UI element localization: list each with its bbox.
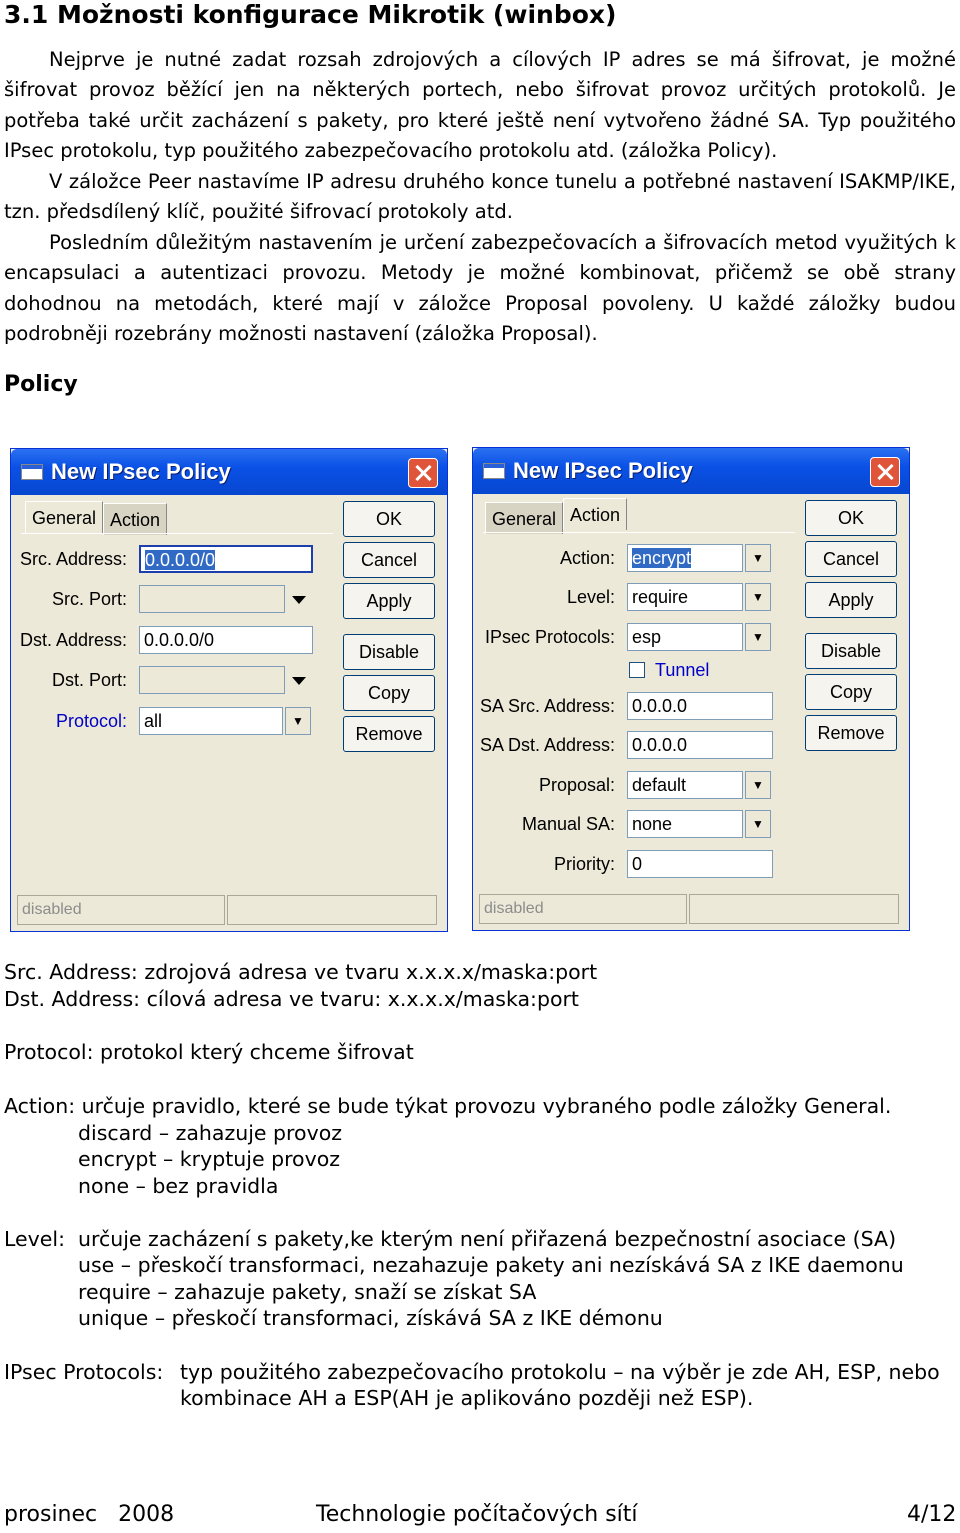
intro-paragraph-2: V záložce Peer nastavíme IP adresu druhého konce tunelu a potřebné nastavení ISAKMP/IKE, tzn. předsdílený klíč, použité šifrovací protokoly atd.: [4, 170, 956, 224]
level-description: určuje zacházení s pakety,ke kterým není přiřazená bezpečnostní asociace (SA): [78, 1227, 897, 1251]
intro-paragraph-1: Nejprve je nutné zadat rozsah zdrojových a cílových IP adres se má šifrovat, je možné šifrovat provoz běžící jen na některých portech, nebo šifrovat provoz určitých protokolů. Je potřeba také určit zacházení s pakety, pro které ještě není vytvořeno žádné SA. Typ použitého IPsec protokolu, typ použitého zabezpečovacího protokolu atd. (záložka Policy).: [4, 48, 956, 163]
ipsec-protocols-description-2: kombinace AH a ESP(AH je aplikováno později než ESP).: [180, 1386, 754, 1410]
protocol-dropdown-button[interactable]: ▼: [285, 707, 311, 735]
action-label: Action:: [559, 548, 615, 568]
ipsec-policy-window-action: [472, 447, 910, 931]
cancel-button[interactable]: Cancel: [805, 541, 897, 577]
footer-page-number: 4/12: [907, 1502, 957, 1527]
action-dropdown-button[interactable]: ▼: [745, 544, 771, 572]
ipsec-protocols-description-1: typ použitého zabezpečovacího protokolu – na výběr je zde AH, ESP, nebo: [180, 1360, 940, 1384]
remove-button[interactable]: Remove: [805, 715, 897, 751]
copy-button[interactable]: Copy: [805, 674, 897, 710]
level-item-use: use – přeskočí transformaci, nezahazuje pakety ani nezískává SA z IKE daemonu: [78, 1253, 904, 1277]
level-label: Level:: [566, 587, 615, 607]
cancel-button[interactable]: Cancel: [343, 542, 435, 578]
tab-action[interactable]: Action: [563, 498, 627, 530]
status-bar-right: [689, 894, 899, 924]
ok-button[interactable]: OK: [343, 501, 435, 537]
tab-panel: [483, 532, 795, 533]
tunnel-label: Tunnel: [655, 660, 710, 680]
level-item-require: require – zahazuje pakety, snaží se získat SA: [78, 1280, 537, 1304]
ok-button[interactable]: OK: [805, 500, 897, 536]
window-icon: [21, 464, 43, 480]
ipsec-protocols-field[interactable]: esp: [627, 623, 743, 651]
footer-course: Technologie počítačových sítí: [316, 1502, 638, 1527]
window-title: New IPsec Policy: [513, 458, 693, 483]
window-icon: [483, 463, 505, 479]
src-address-label: Src. Address:: [19, 549, 127, 569]
window-titlebar: [473, 448, 909, 494]
level-dropdown-button[interactable]: ▼: [745, 583, 771, 611]
sa-src-address-field[interactable]: 0.0.0.0: [627, 692, 773, 720]
disable-button[interactable]: Disable: [343, 634, 435, 670]
tab-action[interactable]: Action: [103, 503, 167, 535]
manual-sa-dropdown-button[interactable]: ▼: [745, 810, 771, 838]
tab-general[interactable]: General: [25, 501, 103, 533]
chevron-down-icon[interactable]: [292, 596, 306, 604]
protocol-description: Protocol: protokol který chceme šifrovat: [4, 1040, 414, 1064]
proposal-field[interactable]: default: [627, 771, 743, 799]
level-field[interactable]: require: [627, 583, 743, 611]
protocol-label: Protocol:: [55, 711, 127, 731]
tunnel-checkbox[interactable]: [629, 662, 645, 678]
action-item-encrypt: encrypt – kryptuje provoz: [78, 1147, 341, 1171]
ipsec-policy-window-general: [10, 448, 448, 932]
protocol-field[interactable]: all: [139, 707, 283, 735]
chevron-down-icon[interactable]: [292, 677, 306, 685]
copy-button[interactable]: Copy: [343, 675, 435, 711]
status-bar-right: [227, 895, 437, 925]
dst-address-field[interactable]: 0.0.0.0/0: [139, 626, 313, 654]
remove-button[interactable]: Remove: [343, 716, 435, 752]
dst-port-label: Dst. Port:: [51, 670, 127, 690]
policy-subheading: Policy: [4, 372, 78, 397]
proposal-dropdown-button[interactable]: ▼: [745, 771, 771, 799]
intro-paragraph-3: Posledním důležitým nastavením je určení zabezpečovacích a šifrovacích metod využitých k encapsulaci a autentizaci provozu. Metody je možné kombinovat, přičemž se obě strany dohodnou na metodách, které mají v záložce Proposal povoleny. U každé záložky budou podrobněji rozebrány možnosti nastavení (záložka Proposal).: [4, 231, 956, 346]
priority-label: Priority:: [553, 854, 615, 874]
src-port-field[interactable]: [139, 585, 285, 613]
priority-field[interactable]: 0: [627, 850, 773, 878]
window-titlebar: [11, 449, 447, 495]
section-heading: 3.1 Možnosti konfigurace Mikrotik (winbox): [4, 0, 617, 29]
src-port-label: Src. Port:: [51, 589, 127, 609]
ipsec-protocols-label: IPsec Protocols:: [484, 627, 615, 647]
sa-dst-address-field[interactable]: 0.0.0.0: [627, 731, 773, 759]
dst-port-field[interactable]: [139, 666, 285, 694]
close-icon[interactable]: [408, 458, 438, 488]
manual-sa-field[interactable]: none: [627, 810, 743, 838]
action-field[interactable]: encrypt: [627, 544, 743, 572]
window-title: New IPsec Policy: [51, 459, 231, 484]
action-item-none: none – bez pravidla: [78, 1174, 279, 1198]
level-item-unique: unique – přeskočí transformaci, získává SA z IKE démonu: [78, 1306, 663, 1330]
sa-dst-address-label: SA Dst. Address:: [479, 735, 615, 755]
ipsec-protocols-description-label: IPsec Protocols:: [4, 1360, 164, 1384]
manual-sa-label: Manual SA:: [521, 814, 615, 834]
sa-src-address-label: SA Src. Address:: [479, 696, 615, 716]
dst-address-description: Dst. Address: cílová adresa ve tvaru: x.x.x.x/maska:port: [4, 987, 579, 1011]
close-icon[interactable]: [870, 457, 900, 487]
ipsec-protocols-dropdown-button[interactable]: ▼: [745, 623, 771, 651]
tab-general[interactable]: General: [485, 502, 563, 534]
src-address-description: Src. Address: zdrojová adresa ve tvaru x.x.x.x/maska:port: [4, 960, 598, 984]
status-bar-left: disabled: [479, 894, 687, 924]
apply-button[interactable]: Apply: [343, 583, 435, 619]
disable-button[interactable]: Disable: [805, 633, 897, 669]
src-address-field[interactable]: 0.0.0.0/0: [139, 545, 313, 573]
tab-panel: [21, 533, 333, 534]
footer-date: prosinec 2008: [4, 1502, 175, 1527]
action-description: Action: určuje pravidlo, které se bude týkat provozu vybraného podle záložky General.: [4, 1094, 892, 1118]
action-item-discard: discard – zahazuje provoz: [78, 1121, 343, 1145]
dst-address-label: Dst. Address:: [19, 630, 127, 650]
proposal-label: Proposal:: [538, 775, 615, 795]
status-bar-left: disabled: [17, 895, 225, 925]
apply-button[interactable]: Apply: [805, 582, 897, 618]
level-description-label: Level:: [4, 1227, 66, 1251]
